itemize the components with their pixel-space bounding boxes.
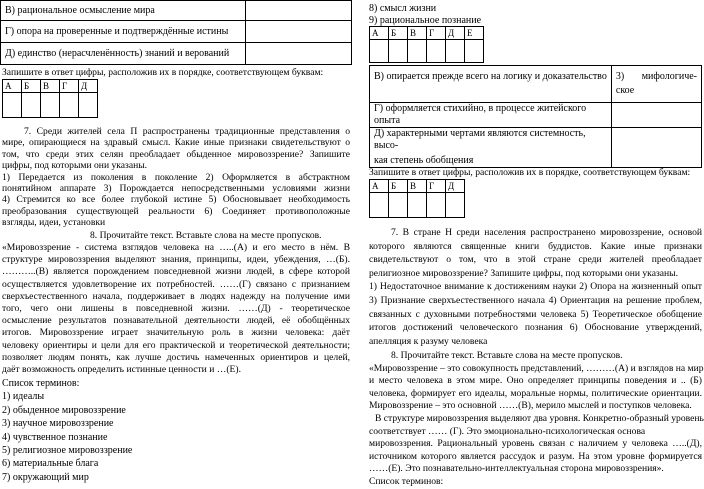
- answer-cell[interactable]: [389, 193, 408, 218]
- term-item: 9) рациональное познание: [369, 15, 482, 26]
- term-item: 7) окружающий мир: [2, 471, 89, 483]
- term-item: 3) научное мировоззрение: [2, 418, 114, 430]
- term-item: 1) идеалы: [2, 391, 45, 403]
- answer-cell[interactable]: [22, 93, 41, 118]
- terms-title: Список терминов:: [369, 475, 444, 487]
- term-item: 5) религиозное мировоззрение: [2, 445, 133, 457]
- answer-letter-a: А: [3, 80, 22, 93]
- answer-letter-d: Д: [446, 27, 465, 40]
- answer-letter-v: В: [408, 180, 427, 193]
- answer-cell[interactable]: [465, 40, 484, 63]
- answer-letter-g: Г: [427, 27, 446, 40]
- question-8-left: 8. Прочитайте текст. Вставьте слова на месте пропусков. «Мировоззрение - система взглядов человека на …..(А) и его место в нём. В структуре мировоззрения выделяют знания, принципы, идеи, убеждения, …(Б). ………..(В) является порождением повседневной жизни людей, в сфере которой осуществляется удовлетворение их потребностей. ……(Г) связано с признанием сверхъестественного начала, поддерживает в людях надежду на получение ими того, чего они лишены в повседневной жизни. ……(Д) - теоретическое осмысление результатов познавательной деятельности людей, её обобщённых итогов. Мировоззрение играет значительную роль в жизни человека: даёт человеку ориентиры и цели для его практической и теоретической деятельности; позволяет людям понять, как лучше достичь намеченных ориентиров и целей, даёт возможность определить истинные ценности и …(Е).: [2, 230, 350, 376]
- question-8-right: 8. Прочитайте текст. Вставьте слова на месте пропусков. «Мировоззрение – это совокупность представлений, ………(А) и взглядов на мир и место человека в этом мире. Оно определяет принципы поведения и .. (Б) человека, формирует его идеалы, моральные нормы, политические ориентации. Мировоззрение – это основной ……(В), мерило мыслей и поступков человека. В структуре мировоззрения выделяют два уровня. Конкретно-образный уровень соответствует …… (Г). Это эмоционально-психологическая основа мировоззрения. Рациональный уровень связан с наличием у человека …..(Д), источником которого является рассудок и разум. На этом уровне формируется ……(Е). Это познавательно-интеллектуальная сторона мировоззрения». Список терминов:: [369, 350, 704, 487]
- answer-letter-v: В: [408, 27, 427, 40]
- terms-list-left: [2, 377, 132, 484]
- terms-title: Список терминов:: [2, 378, 80, 389]
- answer-letter-b: Б: [389, 180, 408, 193]
- answer-letter-v: В: [41, 80, 60, 93]
- answer-cell[interactable]: [3, 93, 22, 118]
- answer-cell[interactable]: [408, 40, 427, 63]
- answer-letter-d: Д: [79, 80, 98, 93]
- term-item: 4) чувственное познание: [2, 431, 108, 443]
- answer-letter-b: Б: [389, 27, 408, 40]
- answer-cell[interactable]: [60, 93, 79, 118]
- answer-cell[interactable]: [427, 40, 446, 63]
- answer-table-right-top: [369, 26, 484, 63]
- option-row-v: В) рациональное осмысление мира: [1, 1, 246, 21]
- answer-letter-a: А: [370, 27, 389, 40]
- term-item: 6) материальные блага: [2, 458, 99, 470]
- question-7-left: 7. Среди жителей села П распространены традиционные представления о мире, опирающиеся на здравый смысл. Какие иные признаки свидетельствуют о том, что среди этих селян преобладает обыденное мировоззрение? Запишите цифры, под которыми они указаны. 1) Передается из поколения в поколение 2) Оформляется в абстрактном понятийном аппарате 3) Порождается непосредственными условиями жизни 4) Стремится ко все более глубокой истине 5) Обосновывает необходимость преобразования существующей реальности 6) Соединяет противоположные взгляды, идеи, установки: [2, 126, 350, 229]
- answer-cell[interactable]: [41, 93, 60, 118]
- option-row-v: В) опирается прежде всего на логику и доказательство: [370, 66, 612, 103]
- options-table-right: [369, 65, 702, 168]
- answer-letter-g: Г: [60, 80, 79, 93]
- answer-letter-a: А: [370, 180, 389, 193]
- question-7-right: 7. В стране Н среди населения распространено мировоззрение, основой которого являются священные книги буддистов. Какие иные признаки свидетельствуют о том, что в этой стране среди жителей преобладает религиозное мировоззрение? Запишите цифры, под которыми они указаны. 1) Недостаточное внимание к достижениям науки 2) Опора на жизненный опыт 3) Признание сверхъестественного начала 4) Ориентация на решение проблем, связанных с духовными потребностями человека 5) Теоретическое обобщение итогов достижений человеческого познания 6) Обоснование утверждений, апелляция к разуму человека: [369, 227, 702, 347]
- answer-cell[interactable]: [427, 193, 446, 218]
- option-row-d: Д) характерными чертами являются системность, высо- кая степень обобщения: [370, 128, 612, 168]
- answer-table-right: [369, 179, 465, 218]
- answer-letter-d: Д: [446, 180, 465, 193]
- answer-cell[interactable]: [370, 40, 389, 63]
- answer-cell[interactable]: [79, 93, 98, 118]
- option-3-mythological: 3) мифологиче- ское: [611, 66, 701, 103]
- answer-letter-g: Г: [427, 180, 446, 193]
- answer-instruction-left: Запишите в ответ цифры, расположив их в порядке, соответствующем буквам:: [2, 67, 324, 78]
- answer-cell[interactable]: [446, 193, 465, 218]
- option-row-g: Г) опора на проверенные и подтверждённые истины: [1, 21, 246, 43]
- answer-cell[interactable]: [370, 193, 389, 218]
- term-item: 2) обыденное мировоззрение: [2, 404, 126, 416]
- option-row-g: Г) оформляется стихийно, в процессе житейского опыта: [370, 103, 612, 128]
- option-row-d: Д) единство (нерасчленённость) знаний и верований: [1, 43, 246, 65]
- options-table-left: [0, 0, 352, 65]
- answer-table-left: [2, 79, 98, 118]
- answer-cell[interactable]: [408, 193, 427, 218]
- term-item: 8) смысл жизни: [369, 3, 437, 14]
- answer-cell[interactable]: [389, 40, 408, 63]
- answer-letter-e: Е: [465, 27, 484, 40]
- answer-cell[interactable]: [446, 40, 465, 63]
- answer-letter-b: Б: [22, 80, 41, 93]
- answer-instruction-right: Запишите в ответ цифры, расположив их в порядке, соответствующем буквам:: [369, 167, 691, 178]
